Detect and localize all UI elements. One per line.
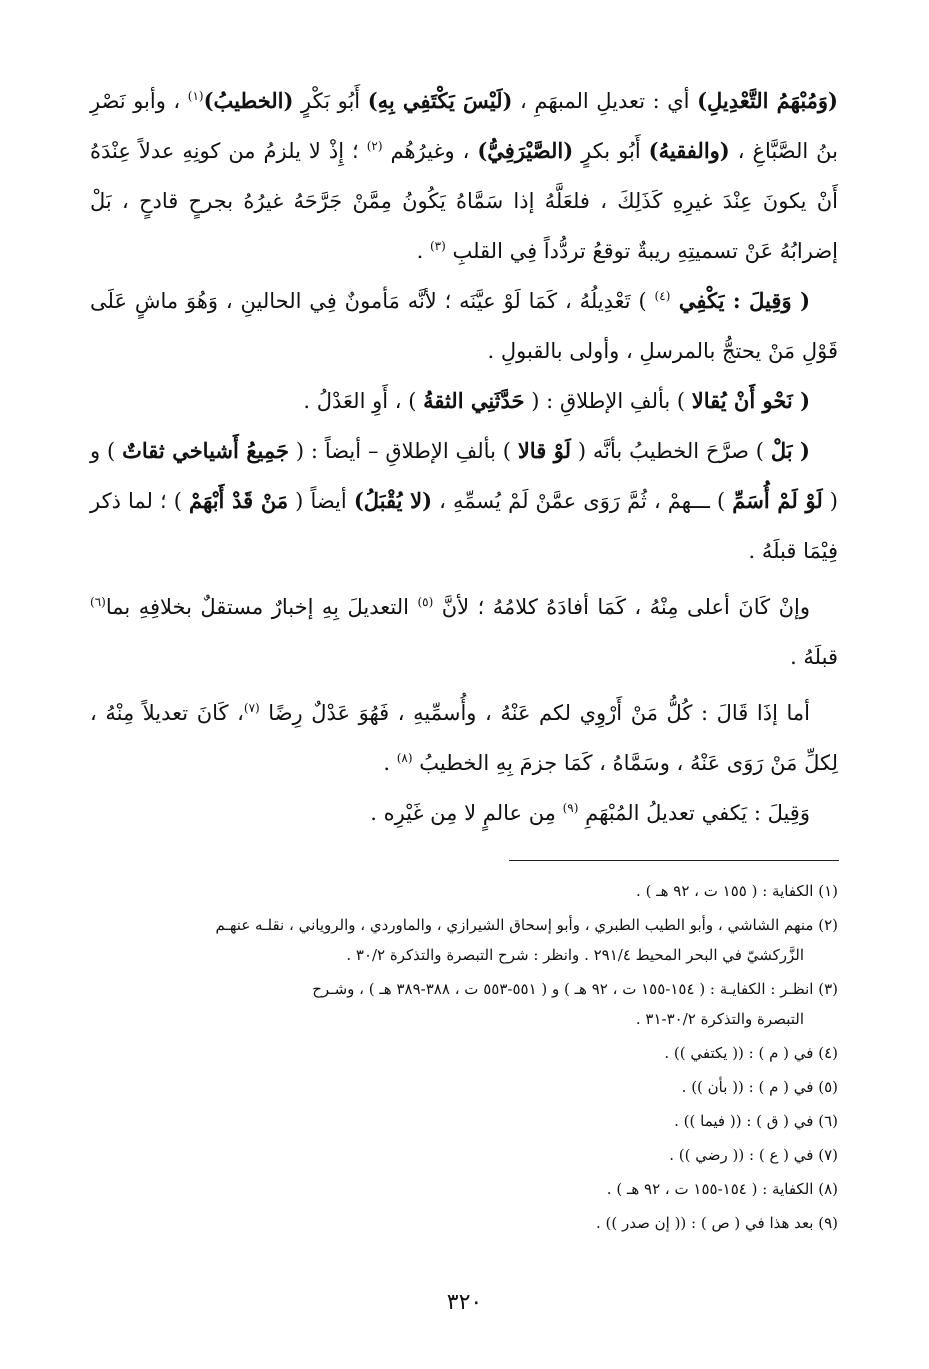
- text-run: مِن عالمٍ لا مِن غَيْرِه .: [370, 801, 563, 825]
- page-number: ٣٢٠: [446, 1290, 483, 1315]
- bold-term: ( نَحْو أَنْ يُقالا: [691, 388, 810, 413]
- bold-term: مَنْ قَدْ أَبْهَمْ: [189, 488, 289, 513]
- footnote-text: (٩) بعد هذا في ( ص ) : (( إن صدر )) .: [595, 1214, 838, 1232]
- text-run: أيضاً (: [288, 489, 354, 513]
- footnote-continuation: التبصرة والتذكرة ٣٠/٢-٣١ .: [635, 1010, 804, 1028]
- footnote-divider: [509, 860, 839, 861]
- text-run: ) صرَّحَ الخطيبُ بأنَّه (: [570, 439, 771, 463]
- footnote-text: (٣) انظـر : الكفايـة : ( ١٥٤-١٥٥ ت ، ٩٢ هـ ) و ( ٥٥١-٥٥٣ ت ، ٣٨٨-٣٨٩ هـ ) ، وشـرح: [312, 980, 838, 998]
- bold-term: (الصَّيْرَفِيُّ): [477, 138, 574, 163]
- bold-term: ( بَلْ: [770, 438, 810, 463]
- footnote-1: [90, 876, 838, 906]
- footnote-text: (١) الكفاية : ( ١٥٥ ت ، ٩٢ هـ ) .: [636, 882, 838, 900]
- footnote-text: (٤) في ( م ) : (( يكتفي )) .: [664, 1044, 838, 1062]
- footnote-ref: (٢): [366, 139, 383, 153]
- text-run: أَبُو بكرٍ: [573, 139, 649, 163]
- text-run: أما إذَا قَالَ : كُلُّ مَنْ أَرْوِي لكم عَنْهُ ، وأُسمِّيهِ ، فَهُوَ عَدْلٌ رِضًا: [259, 701, 810, 725]
- text-run: .: [383, 751, 397, 775]
- footnote-ref: (٥): [417, 595, 434, 609]
- footnote-ref: (٦): [90, 595, 106, 609]
- text-run: ) بألفِ الإطلاقِ – أيضاً : (: [288, 439, 518, 463]
- footnote-text: (٢) منهم الشاشي ، وأبو الطيب الطبري ، وأبو إسحاق الشيرازي ، والماوردي ، والروياني ، نقلـه عنهـم: [215, 916, 838, 934]
- bold-term: (لا يُقْبَلُ): [353, 488, 433, 513]
- paragraph-5: [90, 582, 838, 682]
- paragraph-3: [90, 376, 838, 426]
- bold-term: حَدَّثَنِي الثقةُ: [423, 388, 525, 413]
- footnote-continuation: الزَّركشيّ في البحر المحيط ٢٩١/٤ . وانظر : شرح التبصرة والتذكرة ٣٠/٢ .: [346, 946, 804, 964]
- paragraph-1: [90, 76, 838, 276]
- footnote-text: (٦) في ( ق ) : (( فيما )) .: [674, 1112, 838, 1130]
- footnote-ref: (٧): [243, 701, 260, 715]
- footnote-2: [90, 910, 838, 970]
- bold-term: جَمِيعُ أَشياخي ثقاتٌ: [122, 438, 289, 463]
- footnote-9: [90, 1208, 838, 1238]
- paragraph-7: [90, 788, 838, 838]
- footnote-ref: (٤): [654, 289, 671, 303]
- footnote-4: [90, 1038, 838, 1068]
- text-run: ، وغيرُهُم: [382, 139, 478, 163]
- text-run: .: [416, 239, 430, 263]
- footnote-text: (٥) في ( م ) : (( بأن )) .: [681, 1078, 838, 1096]
- text-run: ) و (: [90, 439, 839, 513]
- footnote-ref: (١): [187, 89, 204, 103]
- footnote-ref: (٩): [562, 801, 579, 815]
- paragraph-2: [90, 276, 838, 376]
- main-text: [90, 76, 838, 838]
- footnote-8: [90, 1174, 838, 1204]
- text-run: قبلَهُ .: [790, 645, 838, 669]
- text-run: ) بألفِ الإطلاقِ : (: [524, 389, 692, 413]
- footnote-text: (٧) في ( ع ) : (( رضي )) .: [669, 1146, 838, 1164]
- text-run: وَقِيلَ : يَكفي تعديلُ المُبْهَمِ: [578, 801, 810, 825]
- paragraph-6: [90, 688, 838, 788]
- footnote-3: [90, 974, 838, 1034]
- footnotes: [90, 876, 838, 1242]
- text-run: وإنْ كَانَ أعلى مِنْهُ ، كَمَا أفادَهُ كلامُهُ ؛ لأنَّ: [433, 595, 810, 619]
- footnote-text: (٨) الكفاية : ( ١٥٤-١٥٥ ت ، ٩٢ هـ ) .: [606, 1180, 838, 1198]
- bold-term: لَوْ قالا: [517, 438, 571, 463]
- text-run: ؛ إِذْ لا يلزمُ من كونِهِ عدلاً عِنْدَهُ أَنْ يكونَ عِنْدَ غيرِهِ كَذَلِكَ ، فلعَلَّهُ إذا سَمَّاهُ يَكُونُ مِمَّنْ جَرَّحَهُ غيرُهُ بجرحٍ قادحٍ ، بَلْ إضرابُهُ عَنْ تسميتِهِ ريبةٌ توقعُ تردُّداً فِي القلبِ: [90, 139, 838, 263]
- text-run: ) ، أَوِ العَدْلُ .: [303, 389, 424, 413]
- bold-term: ( وَقِيلَ : يَكْفِي: [670, 288, 811, 313]
- bold-term: لَوْ لَمْ أُسَمِّ: [732, 488, 823, 513]
- text-run: ) تَعْدِيلُهُ ، كَمَا لَوْ عيَّنَه ؛ لأنَّه مَأمونٌ فِي الحالينِ ، وَهُوَ ماشٍ عَلَى قَوْلِ مَنْ يحتجُّ بالمرسلِ ، وأولى بالقبولِ .: [90, 289, 838, 363]
- paragraph-4: [90, 426, 838, 576]
- footnote-5: [90, 1072, 838, 1102]
- footnote-6: [90, 1106, 838, 1136]
- text-run: ) ـــهمْ ، ثُمَّ رَوَى عمَّنْ لَمْ يُسمِّهِ ،: [432, 489, 733, 513]
- text-run: ، كَانَ تعديلاً مِنْهُ ، لِكلِّ مَنْ رَوَى عَنْهُ ، وسَمَّاهُ ، كَمَا جزمَ بِهِ الخطيبُ: [90, 701, 838, 775]
- text-run: ) ؛ لما ذكر فِيْمَا قبلَهُ .: [90, 489, 838, 563]
- bold-term: (لَيْسَ يَكْتَفِي بِهِ): [367, 88, 513, 113]
- footnote-ref: (٣): [429, 239, 446, 253]
- text-run: أَبُو بَكْرٍ: [293, 89, 368, 113]
- bold-term: (وَمُبْهَمُ التَّعْدِيلِ): [697, 88, 838, 113]
- text-run: ، وأبو نَصْرِ بنُ الصَّبَّاغِ ،: [90, 89, 839, 163]
- bold-term: (الخطيبُ): [203, 88, 294, 113]
- text-run: أي : تعديلِ المبهَمِ ،: [512, 89, 698, 113]
- footnote-ref: (٨): [396, 751, 413, 765]
- text-run: التعديلَ بِهِ إخبارٌ مستقلٌ بخلافِهِ بما: [105, 595, 418, 619]
- footnote-7: [90, 1140, 838, 1170]
- bold-term: (والفقيهُ): [648, 138, 730, 163]
